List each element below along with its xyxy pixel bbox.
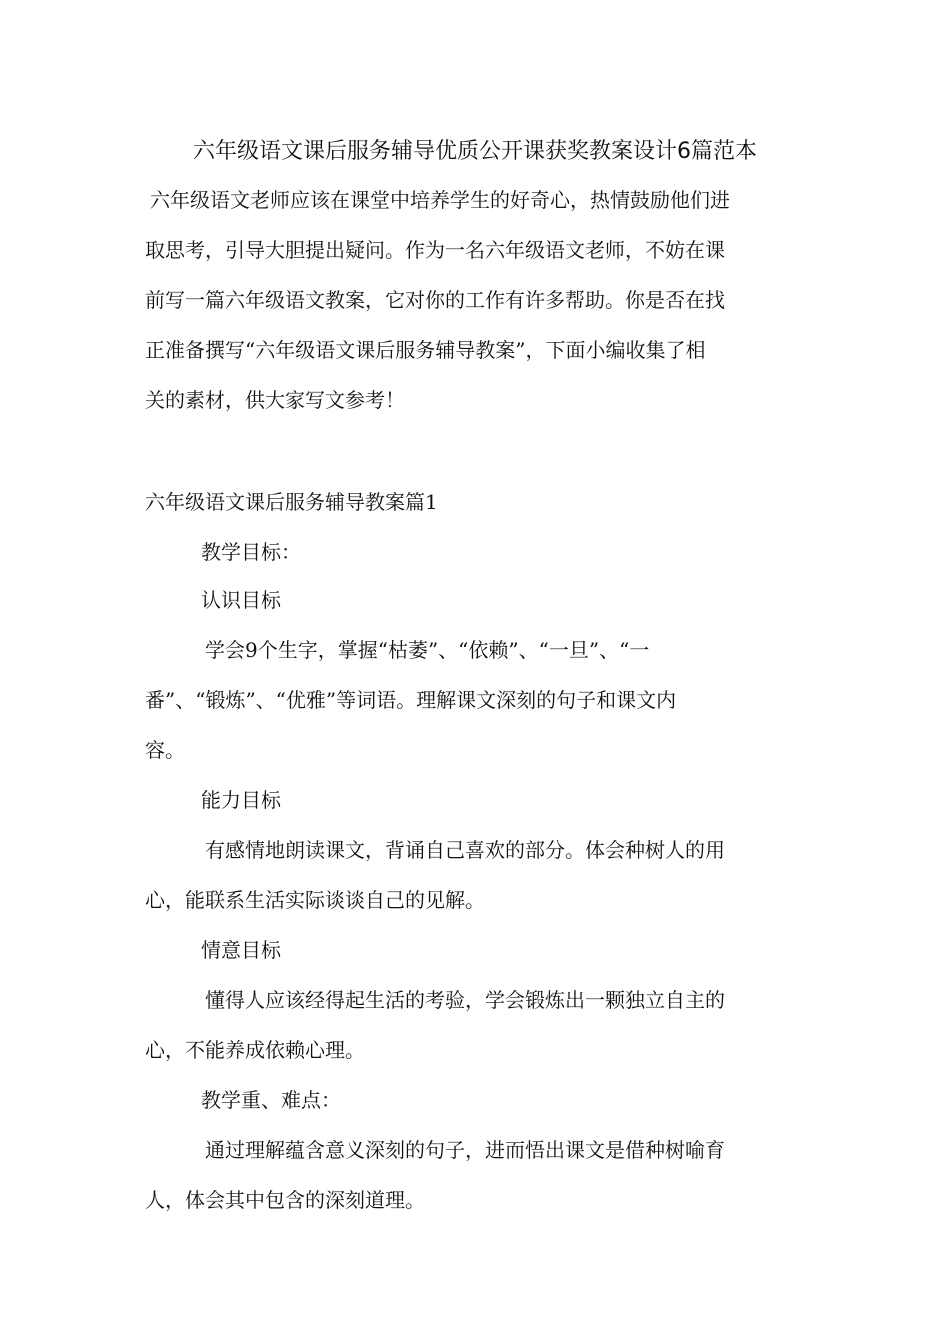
key-points-text-line-2: 人，体会其中包含的深刻道理。: [145, 1188, 425, 1212]
document-title: 六年级语文课后服务辅导优质公开课获奖教案设计6篇范本: [193, 139, 757, 164]
emotion-heading: 情意目标: [201, 938, 281, 962]
ability-text-line-2: 心，能联系生活实际谈谈自己的见解。: [145, 888, 485, 912]
cognitive-text-line-3: 容。: [145, 738, 185, 762]
ability-text-line-1: 有感情地朗读课文，背诵自己喜欢的部分。体会种树人的用: [205, 838, 725, 862]
key-points-text-line-1: 通过理解蕴含意义深刻的句子，进而悟出课文是借种树喻育: [205, 1138, 725, 1162]
cognitive-heading: 认识目标: [201, 588, 281, 612]
section-heading: 六年级语文课后服务辅导教案篇1: [145, 490, 438, 514]
key-points-heading: 教学重、难点：: [201, 1088, 341, 1112]
ability-heading: 能力目标: [201, 788, 281, 812]
intro-line-3: 前写一篇六年级语文教案，它对你的工作有许多帮助。你是否在找: [145, 288, 725, 312]
intro-line-5: 关的素材，供大家写文参考！: [145, 388, 405, 412]
intro-line-4: 正准备撰写“六年级语文课后服务辅导教案”，下面小编收集了相: [145, 338, 706, 362]
emotion-text-line-2: 心，不能养成依赖心理。: [145, 1038, 365, 1062]
emotion-text-line-1: 懂得人应该经得起生活的考验，学会锻炼出一颗独立自主的: [205, 988, 725, 1012]
intro-line-1: 六年级语文老师应该在课堂中培养学生的好奇心，热情鼓励他们进: [150, 188, 730, 212]
cognitive-text-line-1: 学会9个生字，掌握“枯萎”、“依赖”、“一旦”、“一: [205, 638, 650, 662]
objectives-heading: 教学目标：: [201, 540, 301, 564]
cognitive-text-line-2: 番”、“锻炼”、“优雅”等词语。理解课文深刻的句子和课文内: [145, 688, 677, 712]
intro-line-2: 取思考，引导大胆提出疑问。作为一名六年级语文老师，不妨在课: [145, 238, 725, 262]
